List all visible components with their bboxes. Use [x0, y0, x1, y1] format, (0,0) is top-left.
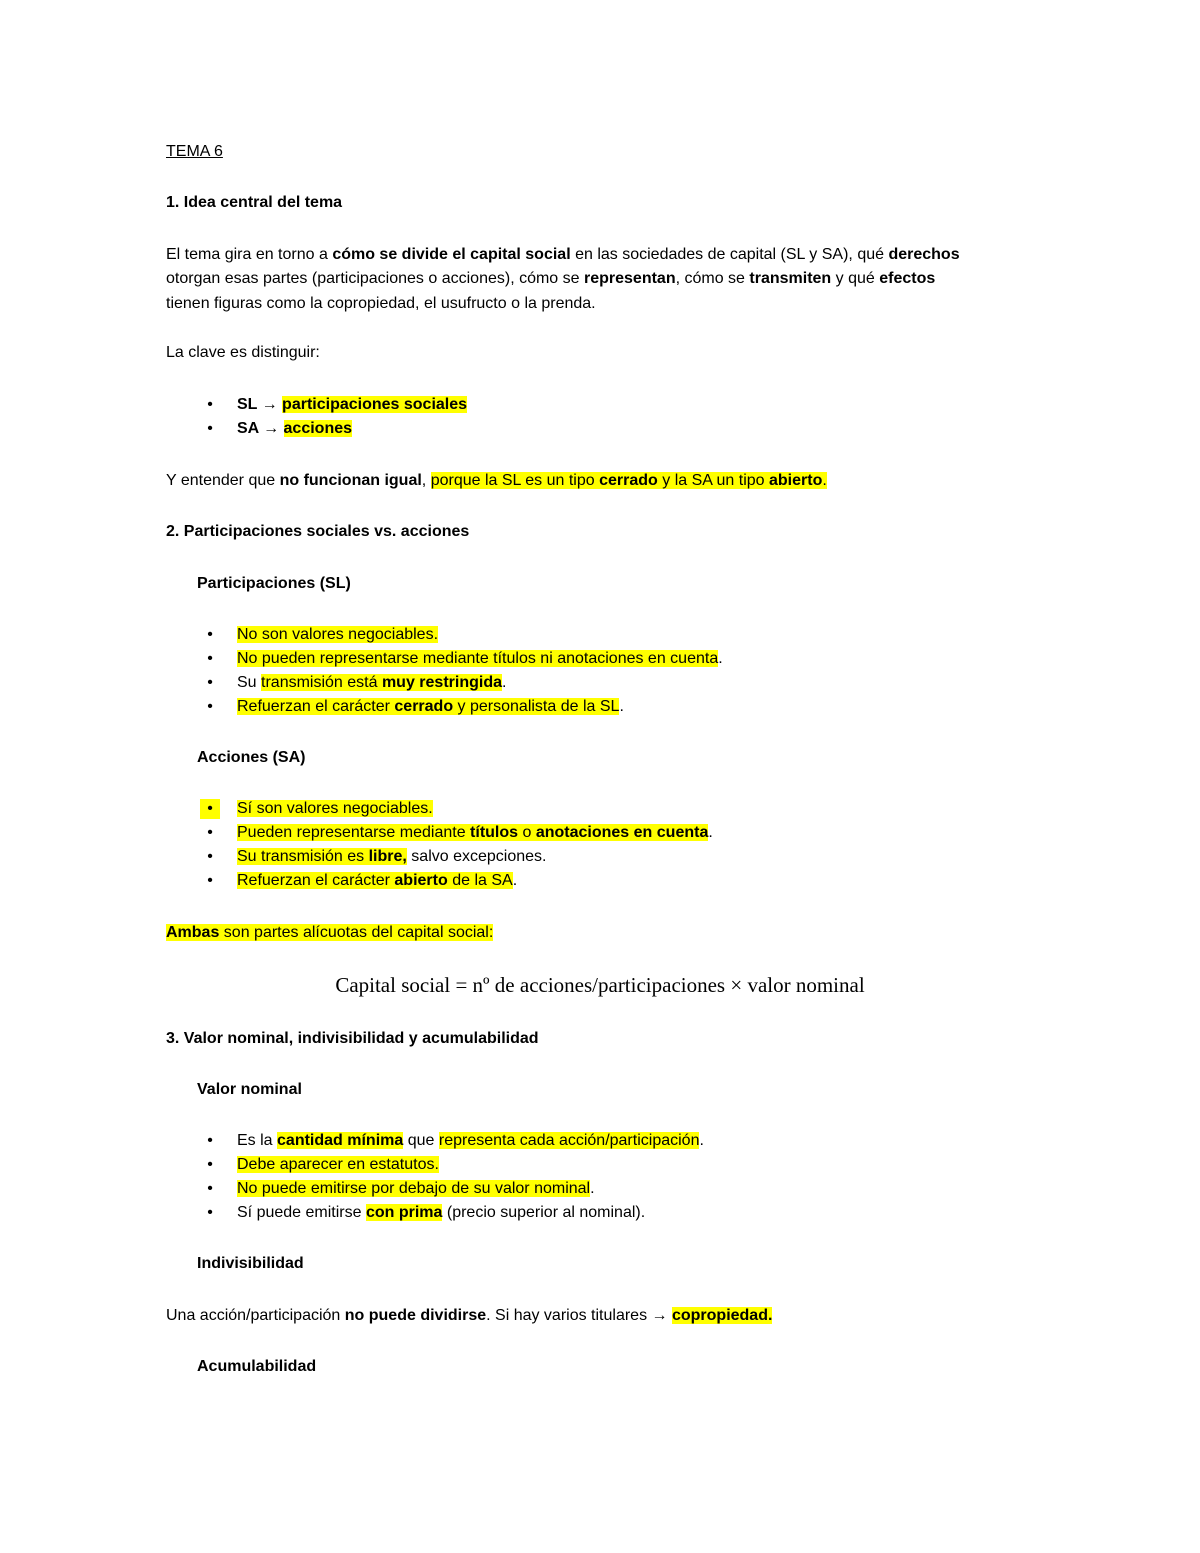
paragraph-2: La clave es distinguir: [166, 344, 320, 361]
bullet-icon: • [207, 872, 213, 889]
bullet-icon: • [207, 1132, 213, 1149]
paragraph-ambas: Ambas son partes alícuotas del capital social: [166, 924, 494, 941]
bullet-icon: • [207, 824, 213, 841]
paragraph-1-line-1: El tema gira en torno a cómo se divide el capital social en las sociedades de capital (SL y SA), qué derechos [166, 246, 960, 263]
section-2-heading: 2. Participaciones sociales vs. acciones [166, 523, 470, 540]
bullet-icon: • [207, 1204, 213, 1221]
capital-formula: Capital social = nº de acciones/participaciones × valor nominal [335, 973, 865, 997]
paragraph-indivisibilidad: Una acción/participación no puede dividirse. Si hay varios titulares → copropiedad. [166, 1307, 773, 1324]
bullet-icon: • [207, 698, 213, 715]
doc-title: TEMA 6 [166, 143, 223, 160]
paragraph-1-line-3: tienen figuras como la copropiedad, el usufructo o la prenda. [166, 295, 596, 312]
bullet-icon: • [207, 1180, 213, 1197]
bullet-icon: • [207, 396, 213, 413]
subheading-acumulabilidad: Acumulabilidad [197, 1358, 317, 1375]
bullet-icon: • [207, 420, 213, 437]
bullet-icon: • [207, 1156, 213, 1173]
bullet-icon: • [207, 650, 213, 667]
subheading-acciones: Acciones (SA) [197, 749, 306, 766]
subheading-participaciones: Participaciones (SL) [197, 575, 351, 592]
paragraph-3: Y entender que no funcionan igual, porque la SL es un tipo cerrado y la SA un tipo abierto. [166, 472, 827, 489]
bullet-icon: • [207, 848, 213, 865]
section-3-heading: 3. Valor nominal, indivisibilidad y acumulabilidad [166, 1030, 539, 1047]
subheading-valor-nominal: Valor nominal [197, 1081, 302, 1098]
bullet-icon: • [200, 799, 220, 819]
section-1-heading: 1. Idea central del tema [166, 194, 343, 211]
bullet-icon: • [207, 674, 213, 691]
subheading-indivisibilidad: Indivisibilidad [197, 1255, 304, 1272]
bullet-icon: • [207, 626, 213, 643]
paragraph-1-line-2: otorgan esas partes (participaciones o acciones), cómo se representan, cómo se transmiten y qué efectos [166, 270, 936, 287]
